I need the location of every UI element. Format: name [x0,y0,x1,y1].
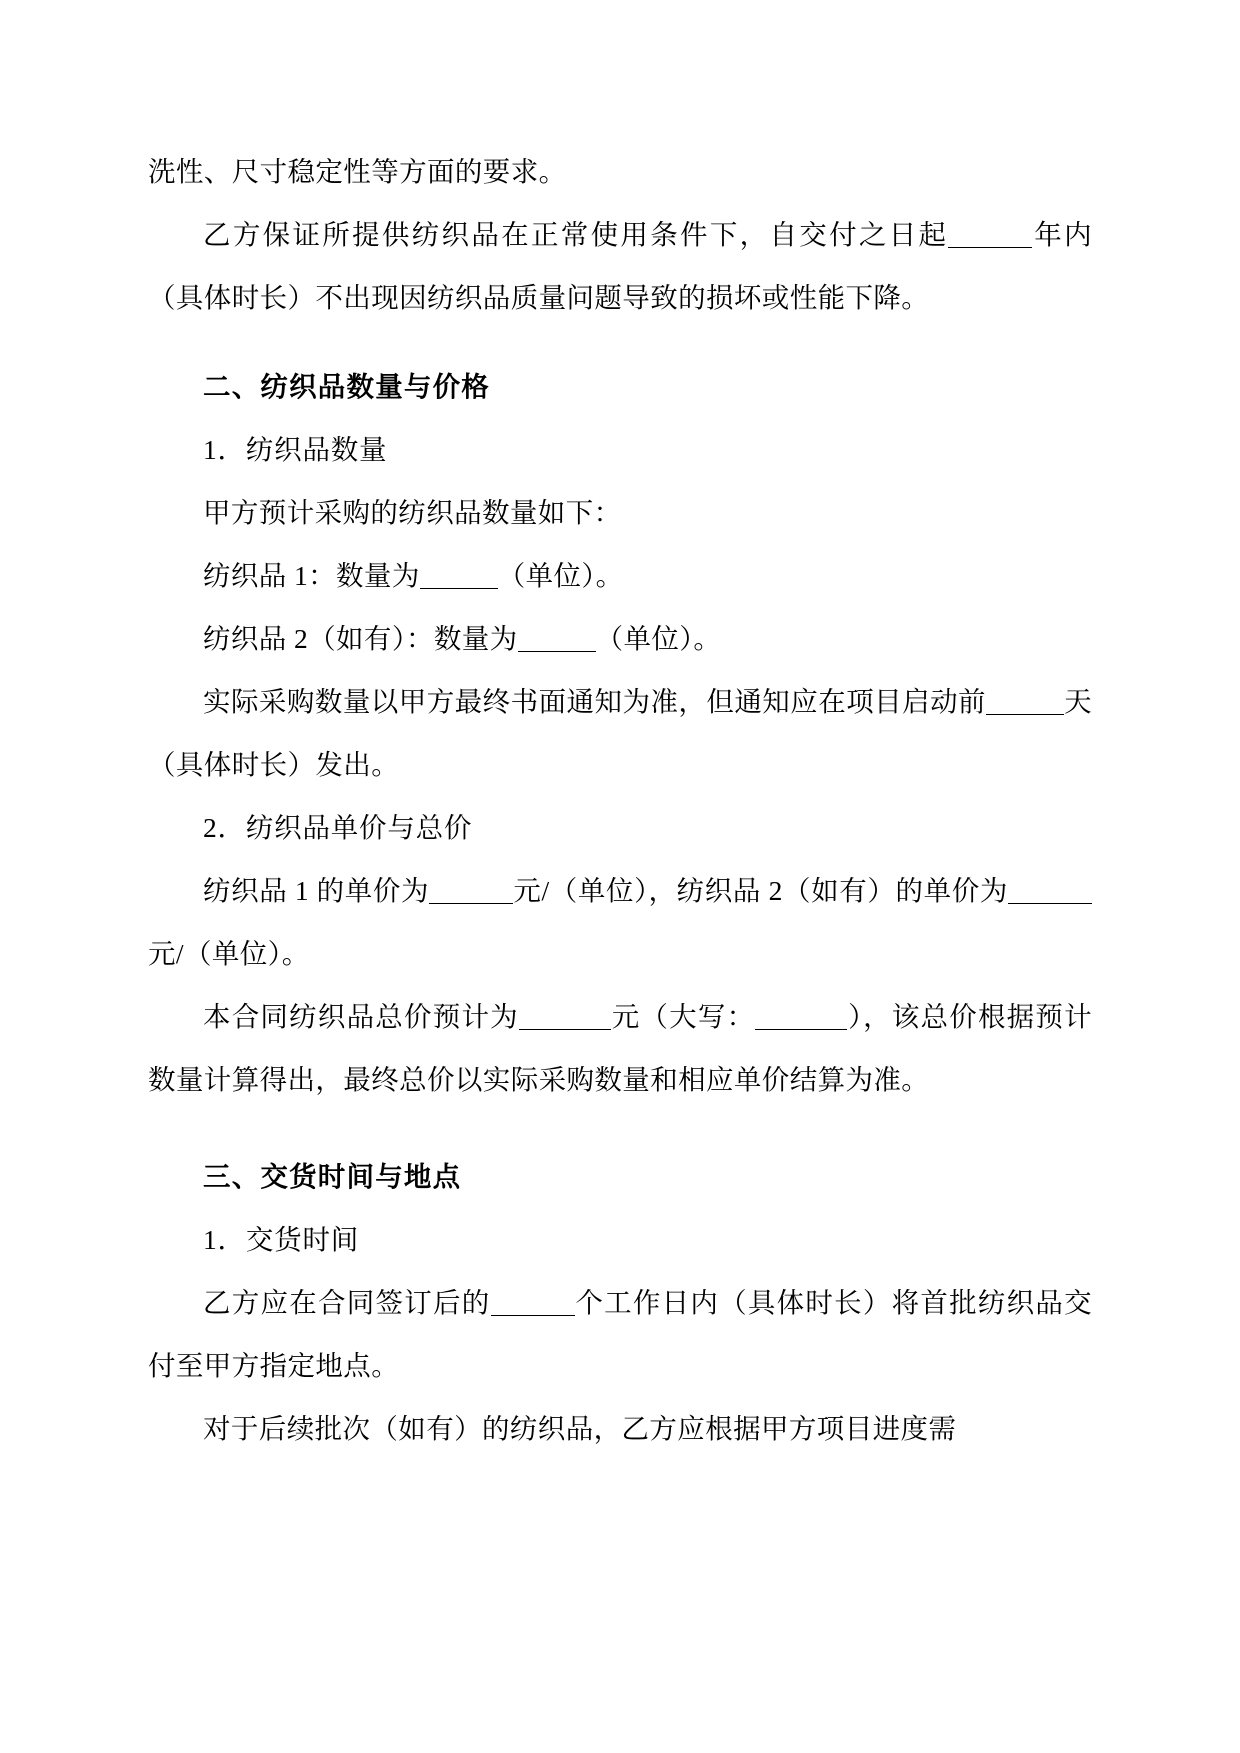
paragraph-text-segment: 元/（单位）。 [148,938,310,969]
paragraph-text-segment: 乙方应在合同签订后的 [203,1287,491,1318]
paragraph-text-segment: 天（具体时长）发出。 [148,686,1092,780]
subsection-2-2 [148,796,1092,859]
fill-in-blank-textile-2-quantity[interactable] [518,624,596,653]
paragraph-text-segment: 纺织品 2（如有）：数量为 [203,623,518,654]
paragraph-unit-price [148,859,1092,985]
fill-in-blank-textile-1-unit-price[interactable] [429,876,513,905]
paragraph-text-segment: 个工作日内（具体时长）将首批纺织品交付至甲方指定地点。 [148,1287,1092,1381]
paragraph-text-segment: 元（大写： [610,1001,756,1032]
subsection-text: 1．交货时间 [203,1224,360,1255]
fill-in-blank-textile-1-quantity[interactable] [420,561,498,590]
paragraph-textile-1-quantity [148,544,1092,607]
paragraph-text-segment: （单位）。 [497,560,624,591]
paragraph-text-segment: 实际采购数量以甲方最终书面通知为准，但通知应在项目启动前 [203,686,987,717]
document-body [148,140,1092,1460]
fill-in-blank-total-price-number[interactable] [519,1002,611,1031]
paragraph-textile-2-quantity [148,607,1092,670]
paragraph-text-segment: 元/（单位），纺织品 2（如有）的单价为 [513,875,1009,906]
paragraph-quality-guarantee [148,203,1092,329]
fill-in-blank-total-price-words[interactable] [755,1002,847,1031]
paragraph-total-price [148,985,1092,1111]
heading-text: 三、交货时间与地点 [203,1161,462,1192]
paragraph-subsequent-delivery [148,1397,1092,1460]
heading-text: 二、纺织品数量与价格 [203,371,490,402]
subsection-3-1 [148,1208,1092,1271]
paragraph-text-segment: 本合同纺织品总价预计为 [203,1001,519,1032]
paragraph-text-segment: 乙方保证所提供纺织品在正常使用条件下，自交付之日起 [203,219,949,250]
paragraph-continued-requirements [148,140,1092,203]
paragraph-text-segment: 纺织品 1 的单价为 [203,875,430,906]
fill-in-blank-textile-2-unit-price[interactable] [1008,876,1092,905]
paragraph-text-segment: （单位）。 [595,623,722,654]
fill-in-blank-first-delivery-days[interactable] [491,1288,575,1317]
paragraph-first-delivery [148,1271,1092,1397]
fill-in-blank-warranty-years[interactable] [948,220,1032,249]
paragraph-text-segment: 年内（具体时长）不出现因纺织品质量问题导致的损坏或性能下降。 [148,219,1092,313]
section-heading-3 [148,1145,1092,1208]
paragraph-expected-quantity [148,481,1092,544]
paragraph-text: 对于后续批次（如有）的纺织品，乙方应根据甲方项目进度需 [203,1413,957,1444]
paragraph-text-segment: 纺织品 1：数量为 [203,560,420,591]
paragraph-text: 洗性、尺寸稳定性等方面的要求。 [148,156,567,187]
paragraph-actual-quantity [148,670,1092,796]
paragraph-text: 甲方预计采购的纺织品数量如下： [203,497,622,528]
subsection-text: 2．纺织品单价与总价 [203,812,473,843]
subsection-2-1 [148,418,1092,481]
subsection-text: 1．纺织品数量 [203,434,388,465]
fill-in-blank-notice-days[interactable] [986,687,1064,716]
paragraph-text-segment: ），该总价根据预计数量计算得出，最终总价以实际采购数量和相应单价结算为准。 [148,1001,1092,1095]
section-heading-2 [148,355,1092,418]
